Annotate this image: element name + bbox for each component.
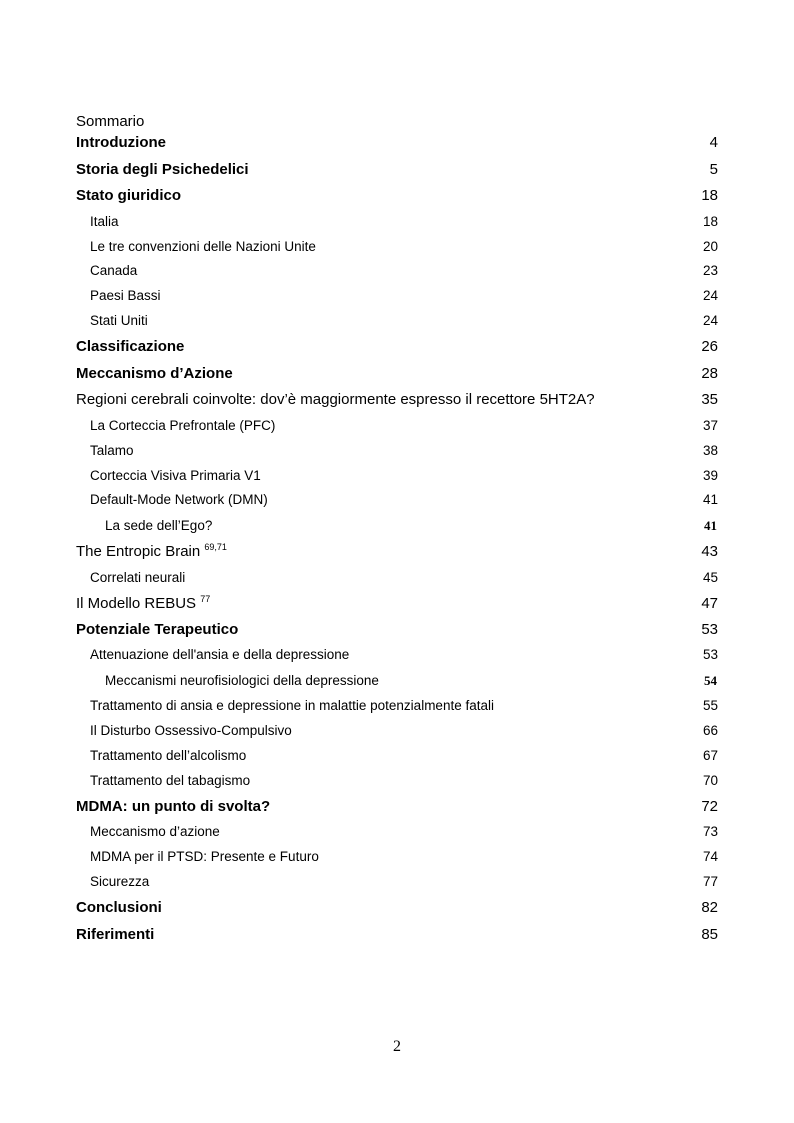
toc-entry-title: Conclusioni: [76, 899, 162, 916]
toc-entry-page: 41: [702, 492, 718, 507]
toc-entry-page: 67: [702, 748, 718, 763]
toc-entry-page: 77: [702, 874, 718, 889]
toc-entry-title: Stato giuridico: [76, 187, 181, 204]
toc-entry-page: 24: [702, 313, 718, 328]
toc-entry-title: Trattamento del tabagismo: [90, 773, 251, 788]
toc-entry-page: 53: [702, 647, 718, 662]
toc-entry-page: 54: [704, 673, 717, 688]
toc-entry-page: 55: [702, 698, 718, 713]
toc-entry-page: 43: [701, 543, 718, 560]
toc-entry-title: MDMA per il PTSD: Presente e Futuro: [90, 849, 319, 864]
toc-entry-title: Paesi Bassi: [90, 288, 161, 303]
toc-entry-title: Riferimenti: [76, 926, 155, 943]
toc-entry-page: 66: [702, 723, 718, 738]
toc-entry-title: Correlati neurali: [90, 570, 186, 585]
toc-entry-page: 18: [702, 214, 718, 229]
toc-entry-page: 45: [702, 570, 718, 585]
toc-entry-title: Il Disturbo Ossessivo-Compulsivo: [90, 723, 292, 738]
toc-entry-title: Storia degli Psichedelici: [76, 161, 249, 178]
toc-entry-page: 73: [702, 824, 718, 839]
toc-entry-page: 4: [709, 134, 718, 151]
toc-entry-title: Sicurezza: [90, 874, 150, 889]
toc-entry-title: Classificazione: [76, 338, 185, 355]
toc-entry-title: Trattamento dell’alcolismo: [90, 748, 247, 763]
toc-entry-page: 26: [701, 338, 718, 355]
toc-entry-page: 72: [701, 798, 718, 815]
toc-entry-title: Le tre convenzioni delle Nazioni Unite: [90, 239, 316, 254]
toc-entry-page: 20: [702, 239, 718, 254]
toc-entry-title: Introduzione: [76, 134, 166, 151]
toc-entry-title: Trattamento di ansia e depressione in malattie potenzialmente fatali: [90, 698, 494, 713]
toc-entry-page: 47: [701, 595, 718, 612]
toc-entry-title: La Corteccia Prefrontale (PFC): [90, 418, 276, 433]
toc-entry-title: Corteccia Visiva Primaria V1: [90, 468, 261, 483]
toc-entry-title: MDMA: un punto di svolta?: [76, 798, 271, 815]
toc-entry-page: 41: [704, 518, 717, 533]
toc-heading: Sommario: [76, 113, 145, 130]
toc-entry-title: Regioni cerebrali coinvolte: dov’è maggiormente espresso il recettore 5HT2A?: [76, 391, 595, 408]
toc-entry-page: 70: [702, 773, 718, 788]
toc-entry-title: Default-Mode Network (DMN): [90, 492, 268, 507]
page-number: 2: [393, 1038, 401, 1055]
toc-entry-citation: 69,71: [204, 542, 227, 552]
toc-entry-page: 28: [701, 365, 718, 382]
toc-entry-page: 38: [702, 443, 718, 458]
toc-entry-title: Meccanismi neurofisiologici della depressione: [105, 673, 379, 688]
toc-entry-title: Il Modello REBUS $^{77}$: [76, 594, 211, 612]
toc-entry-page: 74: [702, 849, 718, 864]
toc-entry-page: 5: [709, 161, 718, 178]
toc-entry-page: 35: [701, 391, 718, 408]
toc-entry-page: 39: [702, 468, 718, 483]
toc-entry-title: Italia: [90, 214, 119, 229]
toc-entry-page: 24: [702, 288, 718, 303]
toc-entry-title: La sede dell’Ego?: [105, 518, 213, 533]
toc-entry-title: The Entropic Brain $^{69,71}$: [76, 542, 227, 560]
toc-entry-title: Potenziale Terapeutico: [76, 621, 239, 638]
toc-entry-page: 85: [701, 926, 718, 943]
toc-entry-title: Attenuazione dell'ansia e della depressione: [90, 647, 350, 662]
toc-entry-page: 53: [701, 621, 718, 638]
toc-entry-page: 82: [701, 899, 718, 916]
toc-entry-title: Talamo: [90, 443, 134, 458]
toc-entry-title: Canada: [90, 263, 138, 278]
toc-entry-title: Meccanismo d’azione: [90, 824, 220, 839]
toc-entry-page: 23: [702, 263, 718, 278]
toc-entry-title: Meccanismo d’Azione: [76, 365, 233, 382]
toc-entry-page: 37: [702, 418, 718, 433]
toc-entry-title: Stati Uniti: [90, 313, 148, 328]
toc-entry-page: 18: [701, 187, 718, 204]
toc-entry-citation: 77: [200, 594, 211, 604]
